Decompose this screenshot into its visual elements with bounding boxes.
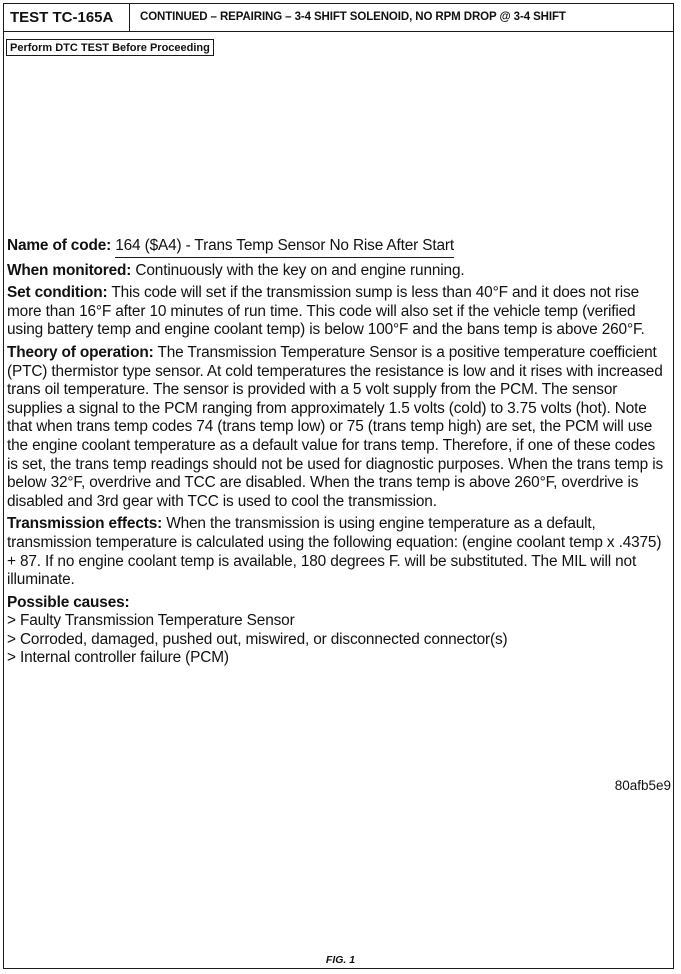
set-condition-text: This code will set if the transmission sump is less than 40°F and it does not rise more than 16°F after 10 minutes of run time. This code will also set if the vehicle temp (verified using battery temp and engine coolant temp) is below 100°F and the bans temp is above 260°F. [7,284,645,339]
theory-of-operation-label: Theory of operation: [7,343,154,361]
dtc-note: Perform DTC TEST Before Proceeding [6,39,214,56]
content [7,237,669,668]
cause-item: > Corroded, damaged, pushed out, miswired, or disconnected connector(s) [7,630,508,648]
cause-item: > Internal controller failure (PCM) [7,649,229,667]
possible-causes-list [7,612,669,668]
transmission-effects-text: When the transmission is using engine temperature as a default, transmission temperature is calculated using the following equation: (engine coolant temp x .4375) + 87. If no engine coolant temp is available, 180 degrees F. will be substituted. The MIL will not illuminate. [7,515,662,589]
transmission-effects-label: Transmission effects: [7,515,163,533]
header-title: CONTINUED – REPAIRING – 3-4 SHIFT SOLENOID, NO RPM DROP @ 3-4 SHIFT [140,11,566,23]
when-monitored-label: When monitored: [7,261,132,279]
document-id: 80afb5e9 [614,778,671,793]
possible-causes-label: Possible causes: [7,593,130,611]
name-of-code-label: Name of code: [7,237,112,254]
theory-of-operation [7,344,669,511]
when-monitored [7,262,669,281]
header [4,4,673,32]
figure-label: FIG. 1 [325,954,356,966]
set-condition [7,284,669,340]
theory-of-operation-text: The Transmission Temperature Sensor is a positive temperature coefficient (PTC) thermistor type sensor. At cold temperatures the resistance is low and it rises with increased trans oil temperature. The sensor is provided with a 5 volt supply from the PCM. The sensor supplies a signal to the PCM ranging from approximately 1.5 volts (cold) to 3.75 volts (hot). Note that when trans temp codes 74 (trans temp low) or 75 (trans temp high) are set, the PCM will use the engine coolant temperature as a default value for trans temp. Therefore, if one of these codes is set, the trans temp readings should not be used for diagnostic purposes. When the trans temp is below 32°F, overdrive and TCC are disabled. When the trans temp is above 260°F, overdrive is disabled and 3rd gear with TCC is used to cool the transmission. [7,343,664,510]
cause-item: > Faulty Transmission Temperature Sensor [7,612,295,630]
possible-causes [7,594,669,668]
transmission-effects [7,515,669,589]
test-id: TEST TC-165A [4,4,130,31]
name-of-code-text: 164 ($A4) - Trans Temp Sensor No Rise After Start [115,237,454,258]
name-of-code [7,237,669,258]
set-condition-label: Set condition: [7,284,108,302]
when-monitored-text: Continuously with the key on and engine running. [135,261,465,279]
